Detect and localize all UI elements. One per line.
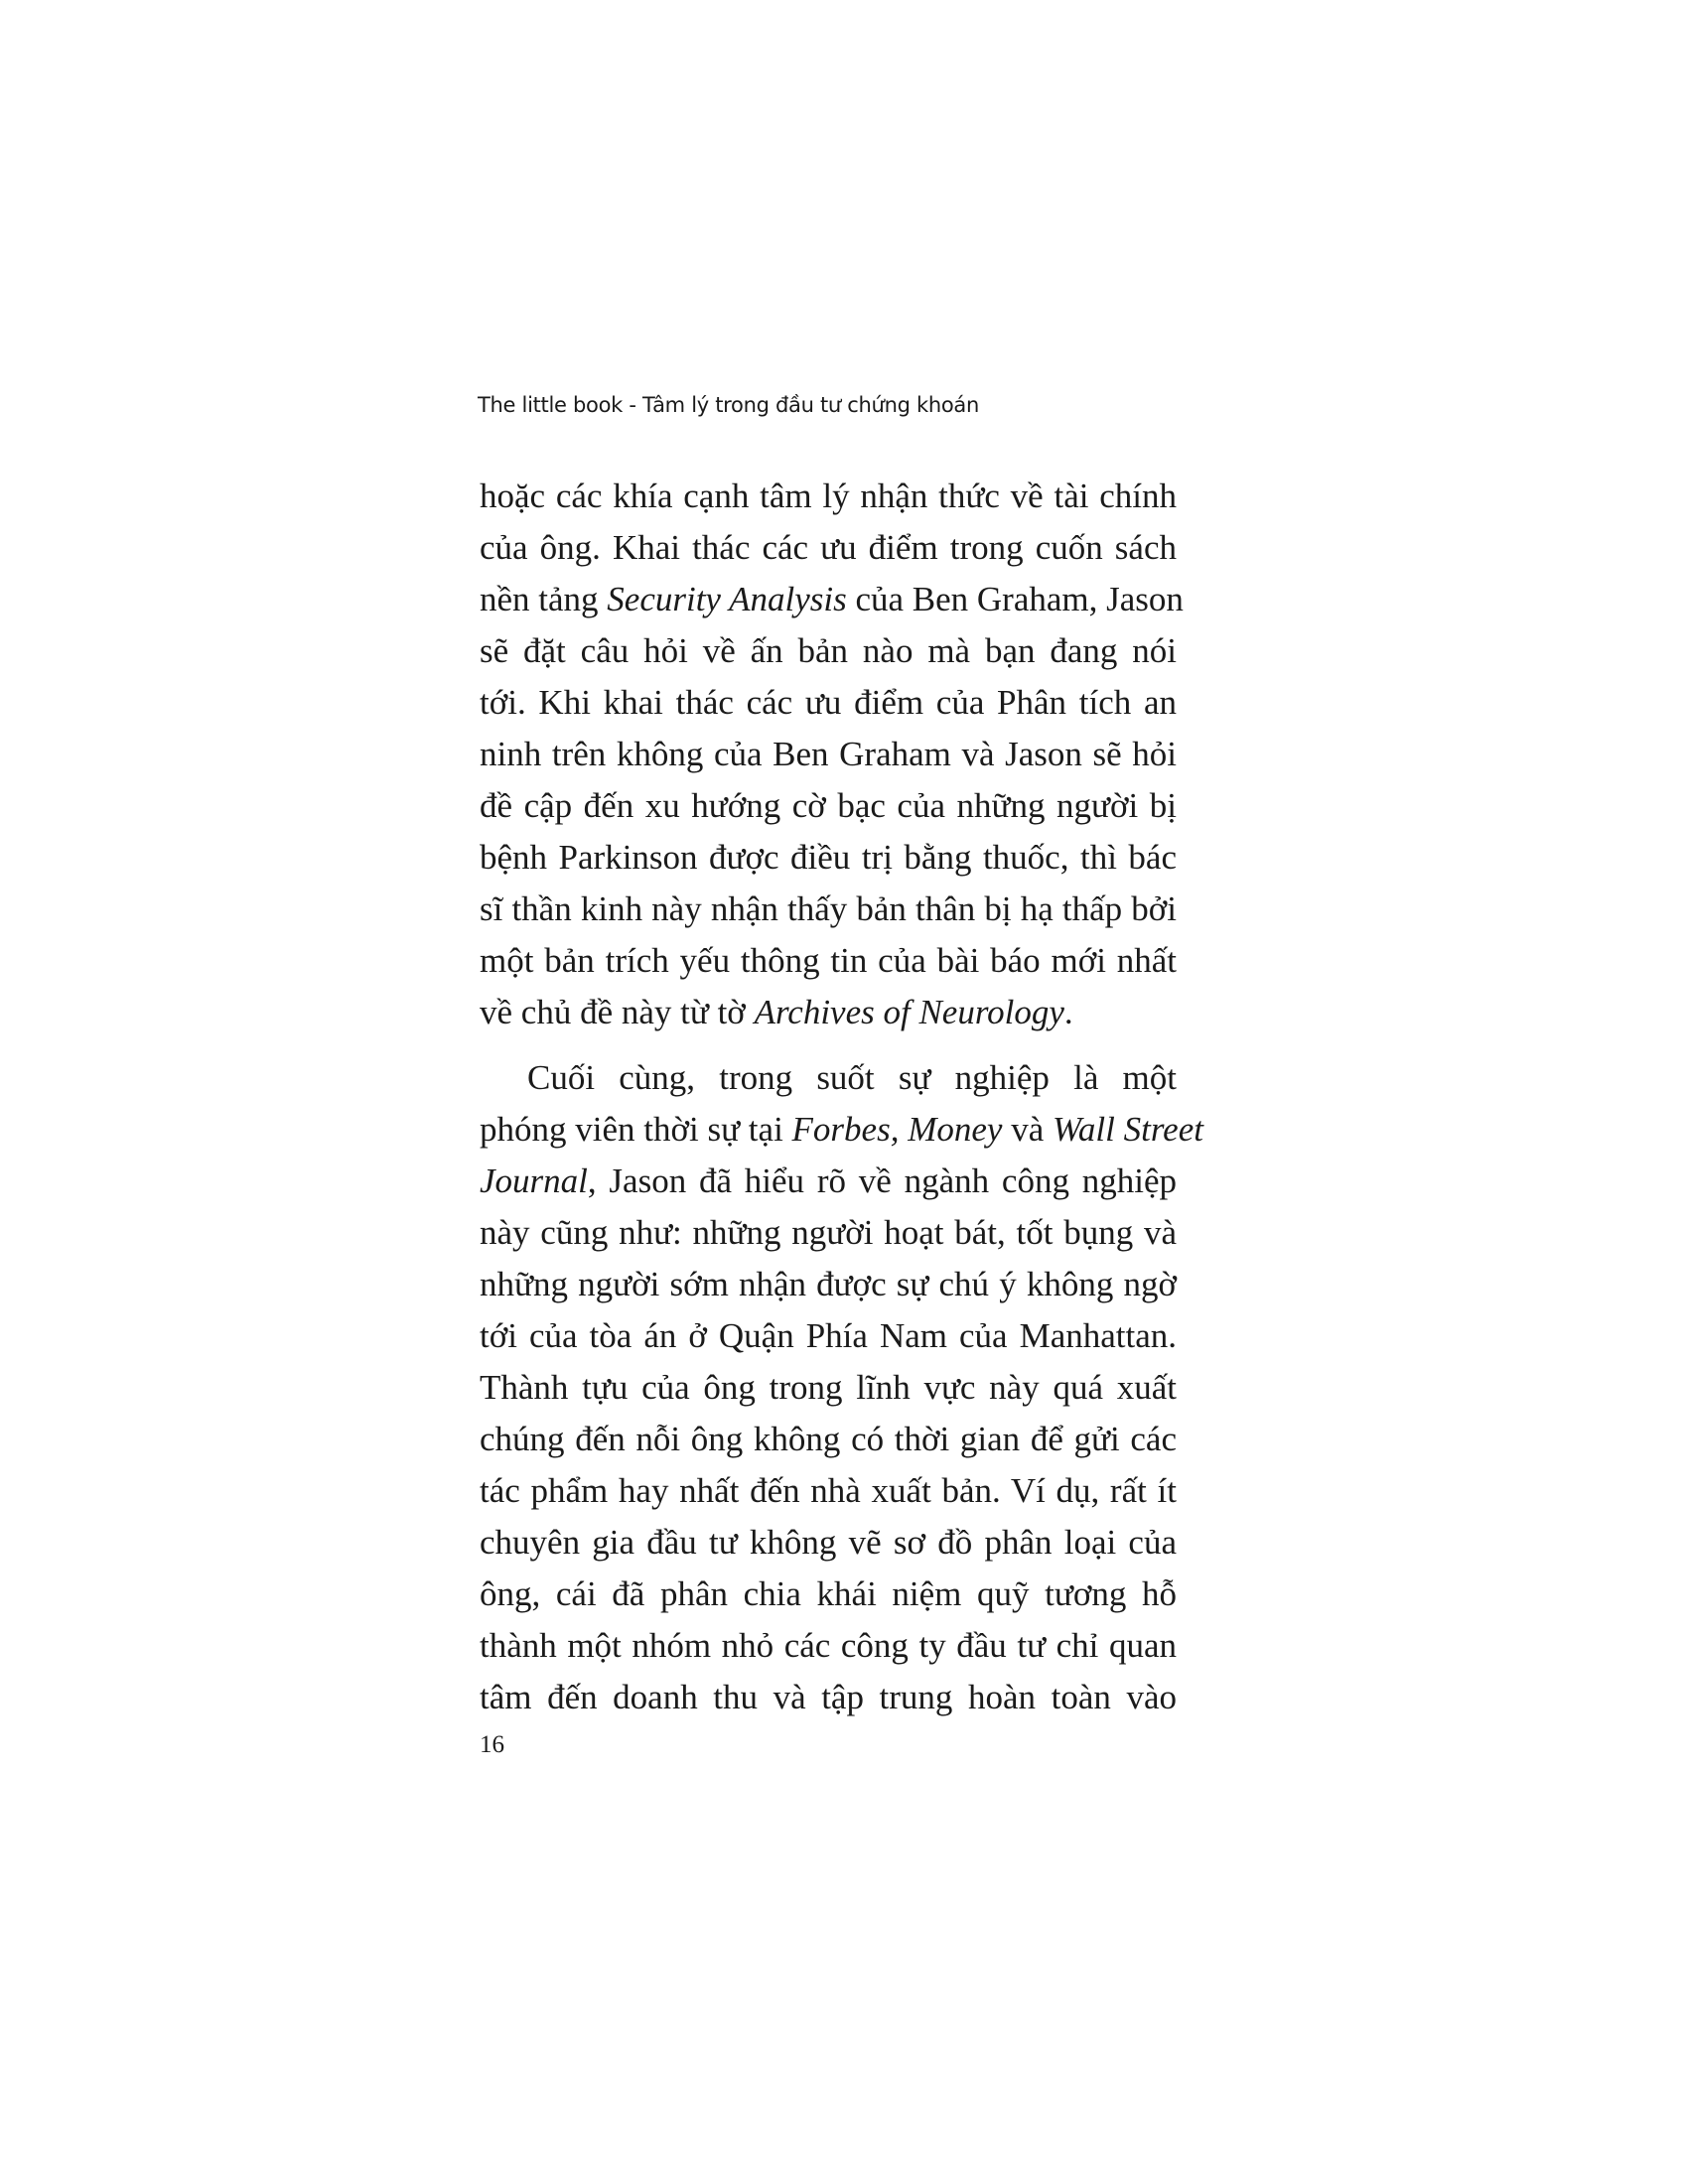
text-line: [480, 574, 1184, 625]
text-run: ninh trên không của Ben Graham và Jason sẽ hỏi: [480, 735, 1177, 773]
text-line: [480, 1156, 1177, 1207]
text-run: nền tảng: [480, 580, 608, 618]
text-run: .: [1063, 993, 1073, 1031]
text-line: [480, 1672, 1177, 1723]
italic-title: Journal: [480, 1161, 588, 1200]
text-line: [480, 1414, 1177, 1465]
text-line: [480, 935, 1177, 987]
text-run: một bản trích yếu thông tin của bài báo mới nhất: [480, 941, 1177, 980]
text-line: [480, 677, 1177, 729]
italic-title: Security Analysis: [607, 580, 847, 618]
text-line: [480, 1620, 1177, 1672]
text-line: [480, 729, 1177, 780]
text-run: tác phẩm hay nhất đến nhà xuất bản. Ví dụ, rất ít: [480, 1471, 1177, 1510]
text-line: [480, 1259, 1177, 1310]
text-run: và: [1002, 1110, 1053, 1149]
text-line: [480, 832, 1177, 884]
text-run: sẽ đặt câu hỏi về ấn bản nào mà bạn đang nói: [480, 631, 1177, 670]
running-header: The little book - Tâm lý trong đầu tư chứng khoán: [478, 393, 979, 417]
italic-title: Wall Street: [1052, 1110, 1203, 1149]
text-run: của Ben Graham, Jason: [846, 580, 1184, 618]
text-run: bệnh Parkinson được điều trị bằng thuốc, thì bác: [480, 838, 1177, 877]
body-text: [480, 471, 1203, 1723]
text-line: [480, 1052, 1177, 1104]
text-run: của ông. Khai thác các ưu điểm trong cuốn sách: [480, 528, 1177, 567]
text-run: chuyên gia đầu tư không vẽ sơ đồ phân loại của: [480, 1523, 1177, 1562]
text-line: [480, 625, 1177, 677]
text-line: [480, 1465, 1177, 1517]
text-run: thành một nhóm nhỏ các công ty đầu tư chỉ quan: [480, 1626, 1177, 1665]
text-line: [480, 522, 1177, 574]
paragraph: [480, 1052, 1203, 1723]
text-run: tới. Khi khai thác các ưu điểm của Phân tích an: [480, 683, 1177, 722]
italic-title: Archives of Neurology: [754, 993, 1064, 1031]
text-line: [480, 1517, 1177, 1569]
text-run: đề cập đến xu hướng cờ bạc của những người bị: [480, 786, 1177, 825]
text-line: [480, 1362, 1177, 1414]
text-line: [480, 1310, 1177, 1362]
text-run: sĩ thần kinh này nhận thấy bản thân bị hạ thấp bởi: [480, 889, 1177, 928]
text-run: Thành tựu của ông trong lĩnh vực này quá xuất: [480, 1368, 1177, 1407]
text-run: phóng viên thời sự tại: [480, 1110, 792, 1149]
text-line: [480, 884, 1177, 935]
text-line: [480, 987, 1177, 1038]
text-line: [480, 1207, 1177, 1259]
page-number: 16: [480, 1731, 504, 1758]
text-line: [480, 1104, 1203, 1156]
text-run: những người sớm nhận được sự chú ý không ngờ: [480, 1265, 1177, 1303]
text-run: ông, cái đã phân chia khái niệm quỹ tương hỗ: [480, 1574, 1177, 1613]
text-run: , Jason đã hiểu rõ về ngành công nghiệp: [587, 1161, 1177, 1200]
text-run: này cũng như: những người hoạt bát, tốt bụng và: [480, 1213, 1177, 1252]
text-line: [480, 471, 1177, 522]
text-run: Cuối cùng, trong suốt sự nghiệp là một: [527, 1058, 1177, 1097]
paragraph: [480, 471, 1184, 1038]
text-run: tâm đến doanh thu và tập trung hoàn toàn vào: [480, 1678, 1177, 1716]
text-run: về chủ đề này từ tờ: [480, 993, 755, 1031]
text-run: tới của tòa án ở Quận Phía Nam của Manhattan.: [480, 1316, 1177, 1355]
text-line: [480, 1569, 1177, 1620]
text-run: hoặc các khía cạnh tâm lý nhận thức về tài chính: [480, 477, 1177, 515]
text-run: chúng đến nỗi ông không có thời gian để gửi các: [480, 1420, 1177, 1458]
italic-title: Forbes, Money: [791, 1110, 1003, 1149]
text-line: [480, 780, 1177, 832]
